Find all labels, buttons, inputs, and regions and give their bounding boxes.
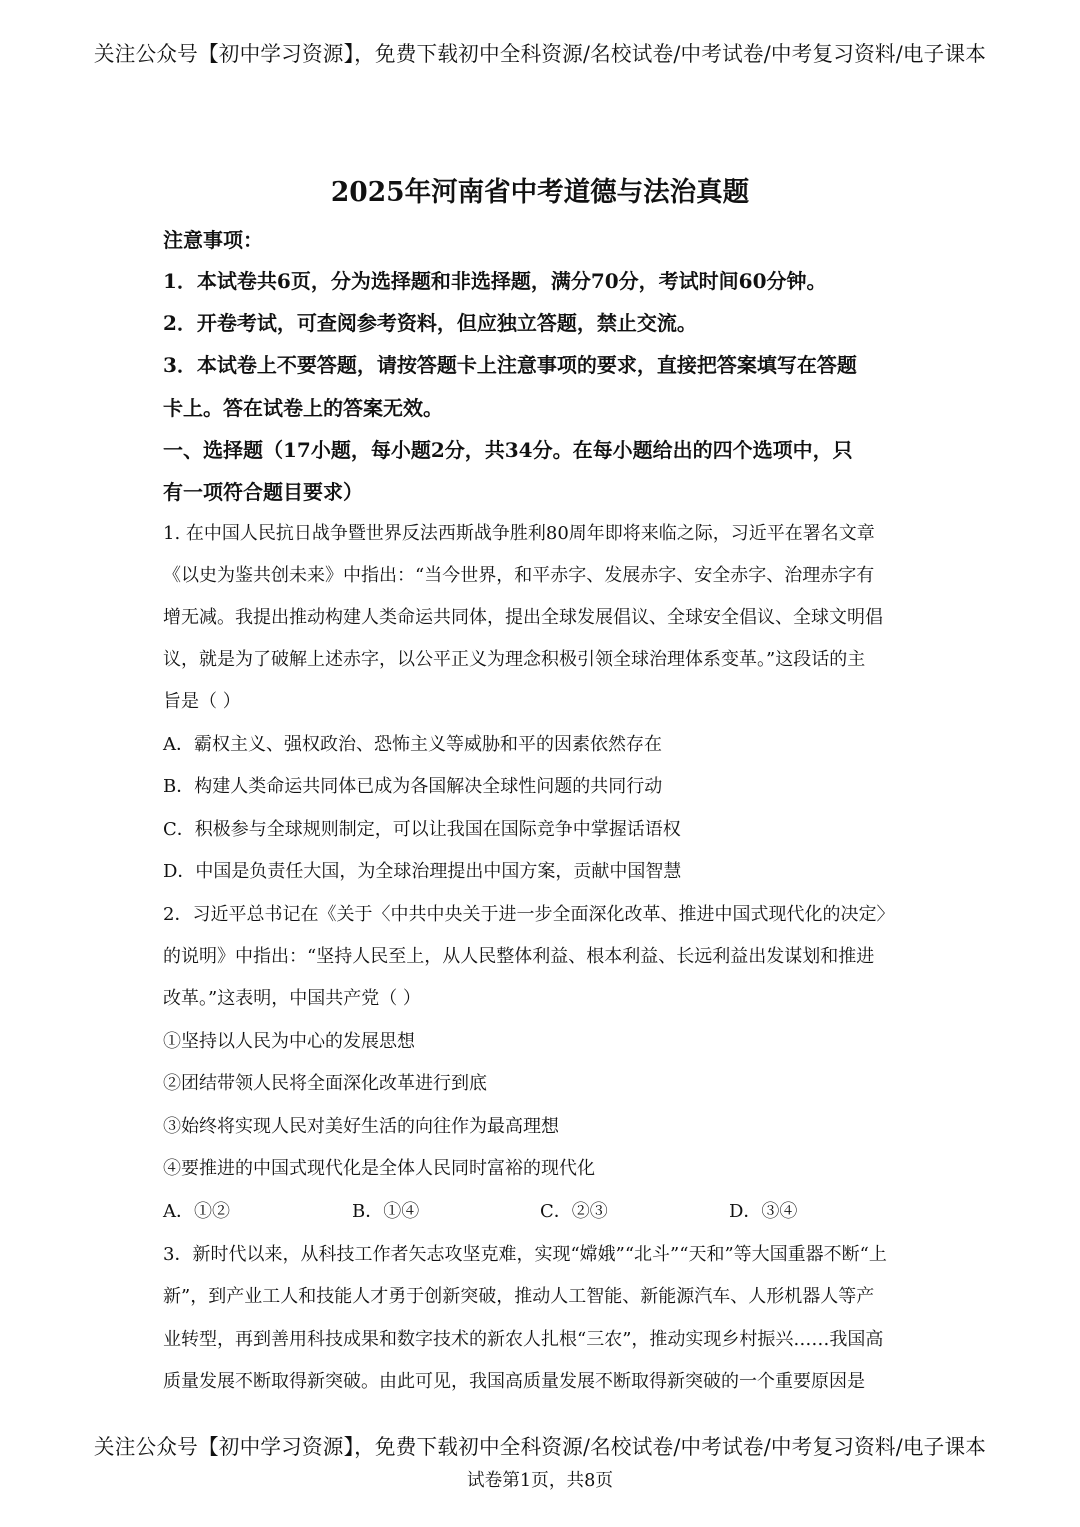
- notice-item: 卡上。答在试卷上的答案无效。: [163, 396, 443, 420]
- bottom-promo-banner: 关注公众号【初中学习资源】，免费下载初中全科资源/名校试卷/中考试卷/中考复习资料/电子课本: [93, 1435, 987, 1459]
- question-2-statement: ①坚持以人民为中心的发展思想: [163, 1031, 415, 1052]
- question-1-text: 增无减。我提出推动构建人类命运共同体，提出全球发展倡议、全球安全倡议、全球文明倡: [163, 607, 883, 628]
- question-3-text: 业转型，再到善用科技成果和数字技术的新农人扎根“三农”，推动实现乡村振兴……我国高: [163, 1329, 884, 1350]
- question-1-text: 《以史为鉴共创未来》中指出：“当今世界，和平赤字、发展赤字、安全赤字、治理赤字有: [163, 565, 875, 586]
- question-1-option-d: D．中国是负责任大国，为全球治理提出中国方案，贡献中国智慧: [163, 861, 682, 882]
- question-3-text: 质量发展不断取得新突破。由此可见，我国高质量发展不断取得新突破的一个重要原因是: [163, 1371, 865, 1392]
- page-title: 2025年河南省中考道德与法治真题: [330, 177, 750, 208]
- notice-heading: 注意事项：: [163, 228, 263, 252]
- question-2-option-d: D．③④: [729, 1201, 798, 1222]
- question-2-statement: ②团结带领人民将全面深化改革进行到底: [163, 1073, 487, 1094]
- notice-item: 2．开卷考试，可查阅参考资料，但应独立答题，禁止交流。: [163, 311, 697, 335]
- question-2-text: 2．习近平总书记在《关于〈中共中央关于进一步全面深化改革、推进中国式现代化的决定〉: [163, 904, 895, 925]
- question-3-text: 3．新时代以来，从科技工作者矢志攻坚克难，实现“嫦娥”“北斗”“天和”等大国重器不断“上: [163, 1244, 887, 1265]
- question-1-option-c: C．积极参与全球规则制定，可以让我国在国际竞争中掌握话语权: [163, 819, 681, 840]
- question-2-text: 改革。”这表明，中国共产党（ ）: [163, 988, 421, 1009]
- question-1-text: 议，就是为了破解上述赤字，以公平正义为理念积极引领全球治理体系变革。”这段话的主: [163, 649, 866, 670]
- notice-item: 1．本试卷共6页，分为选择题和非选择题，满分70分，考试时间60分钟。: [163, 269, 827, 293]
- question-1-option-b: B．构建人类命运共同体已成为各国解决全球性问题的共同行动: [163, 776, 663, 797]
- section-heading: 一、选择题（17小题，每小题2分，共34分。在每小题给出的四个选项中，只: [163, 438, 853, 462]
- question-2-text: 的说明》中指出：“坚持人民至上，从人民整体利益、根本利益、长远利益出发谋划和推进: [163, 946, 875, 967]
- question-2-statement: ④要推进的中国式现代化是全体人民同时富裕的现代化: [163, 1158, 595, 1179]
- question-2-option-a: A．①②: [163, 1201, 230, 1222]
- question-3-text: 新”，到产业工人和技能人才勇于创新突破，推动人工智能、新能源汽车、人形机器人等产: [163, 1286, 875, 1307]
- question-2-statement: ③始终将实现人民对美好生活的向往作为最高理想: [163, 1116, 559, 1137]
- page-footer: 试卷第1页，共8页: [466, 1470, 614, 1491]
- top-promo-banner: 关注公众号【初中学习资源】，免费下载初中全科资源/名校试卷/中考试卷/中考复习资料/电子课本: [93, 42, 987, 66]
- question-2-option-c: C．②③: [540, 1201, 608, 1222]
- question-1-option-a: A．霸权主义、强权政治、恐怖主义等威胁和平的因素依然存在: [163, 734, 662, 755]
- question-2-option-b: B．①④: [352, 1201, 420, 1222]
- question-1-text: 1. 在中国人民抗日战争暨世界反法西斯战争胜利80周年即将来临之际，习近平在署名文章: [163, 523, 875, 544]
- question-1-text: 旨是（ ）: [163, 691, 241, 712]
- notice-item: 3．本试卷上不要答题，请按答题卡上注意事项的要求，直接把答案填写在答题: [163, 353, 857, 377]
- section-heading: 有一项符合题目要求）: [163, 480, 363, 504]
